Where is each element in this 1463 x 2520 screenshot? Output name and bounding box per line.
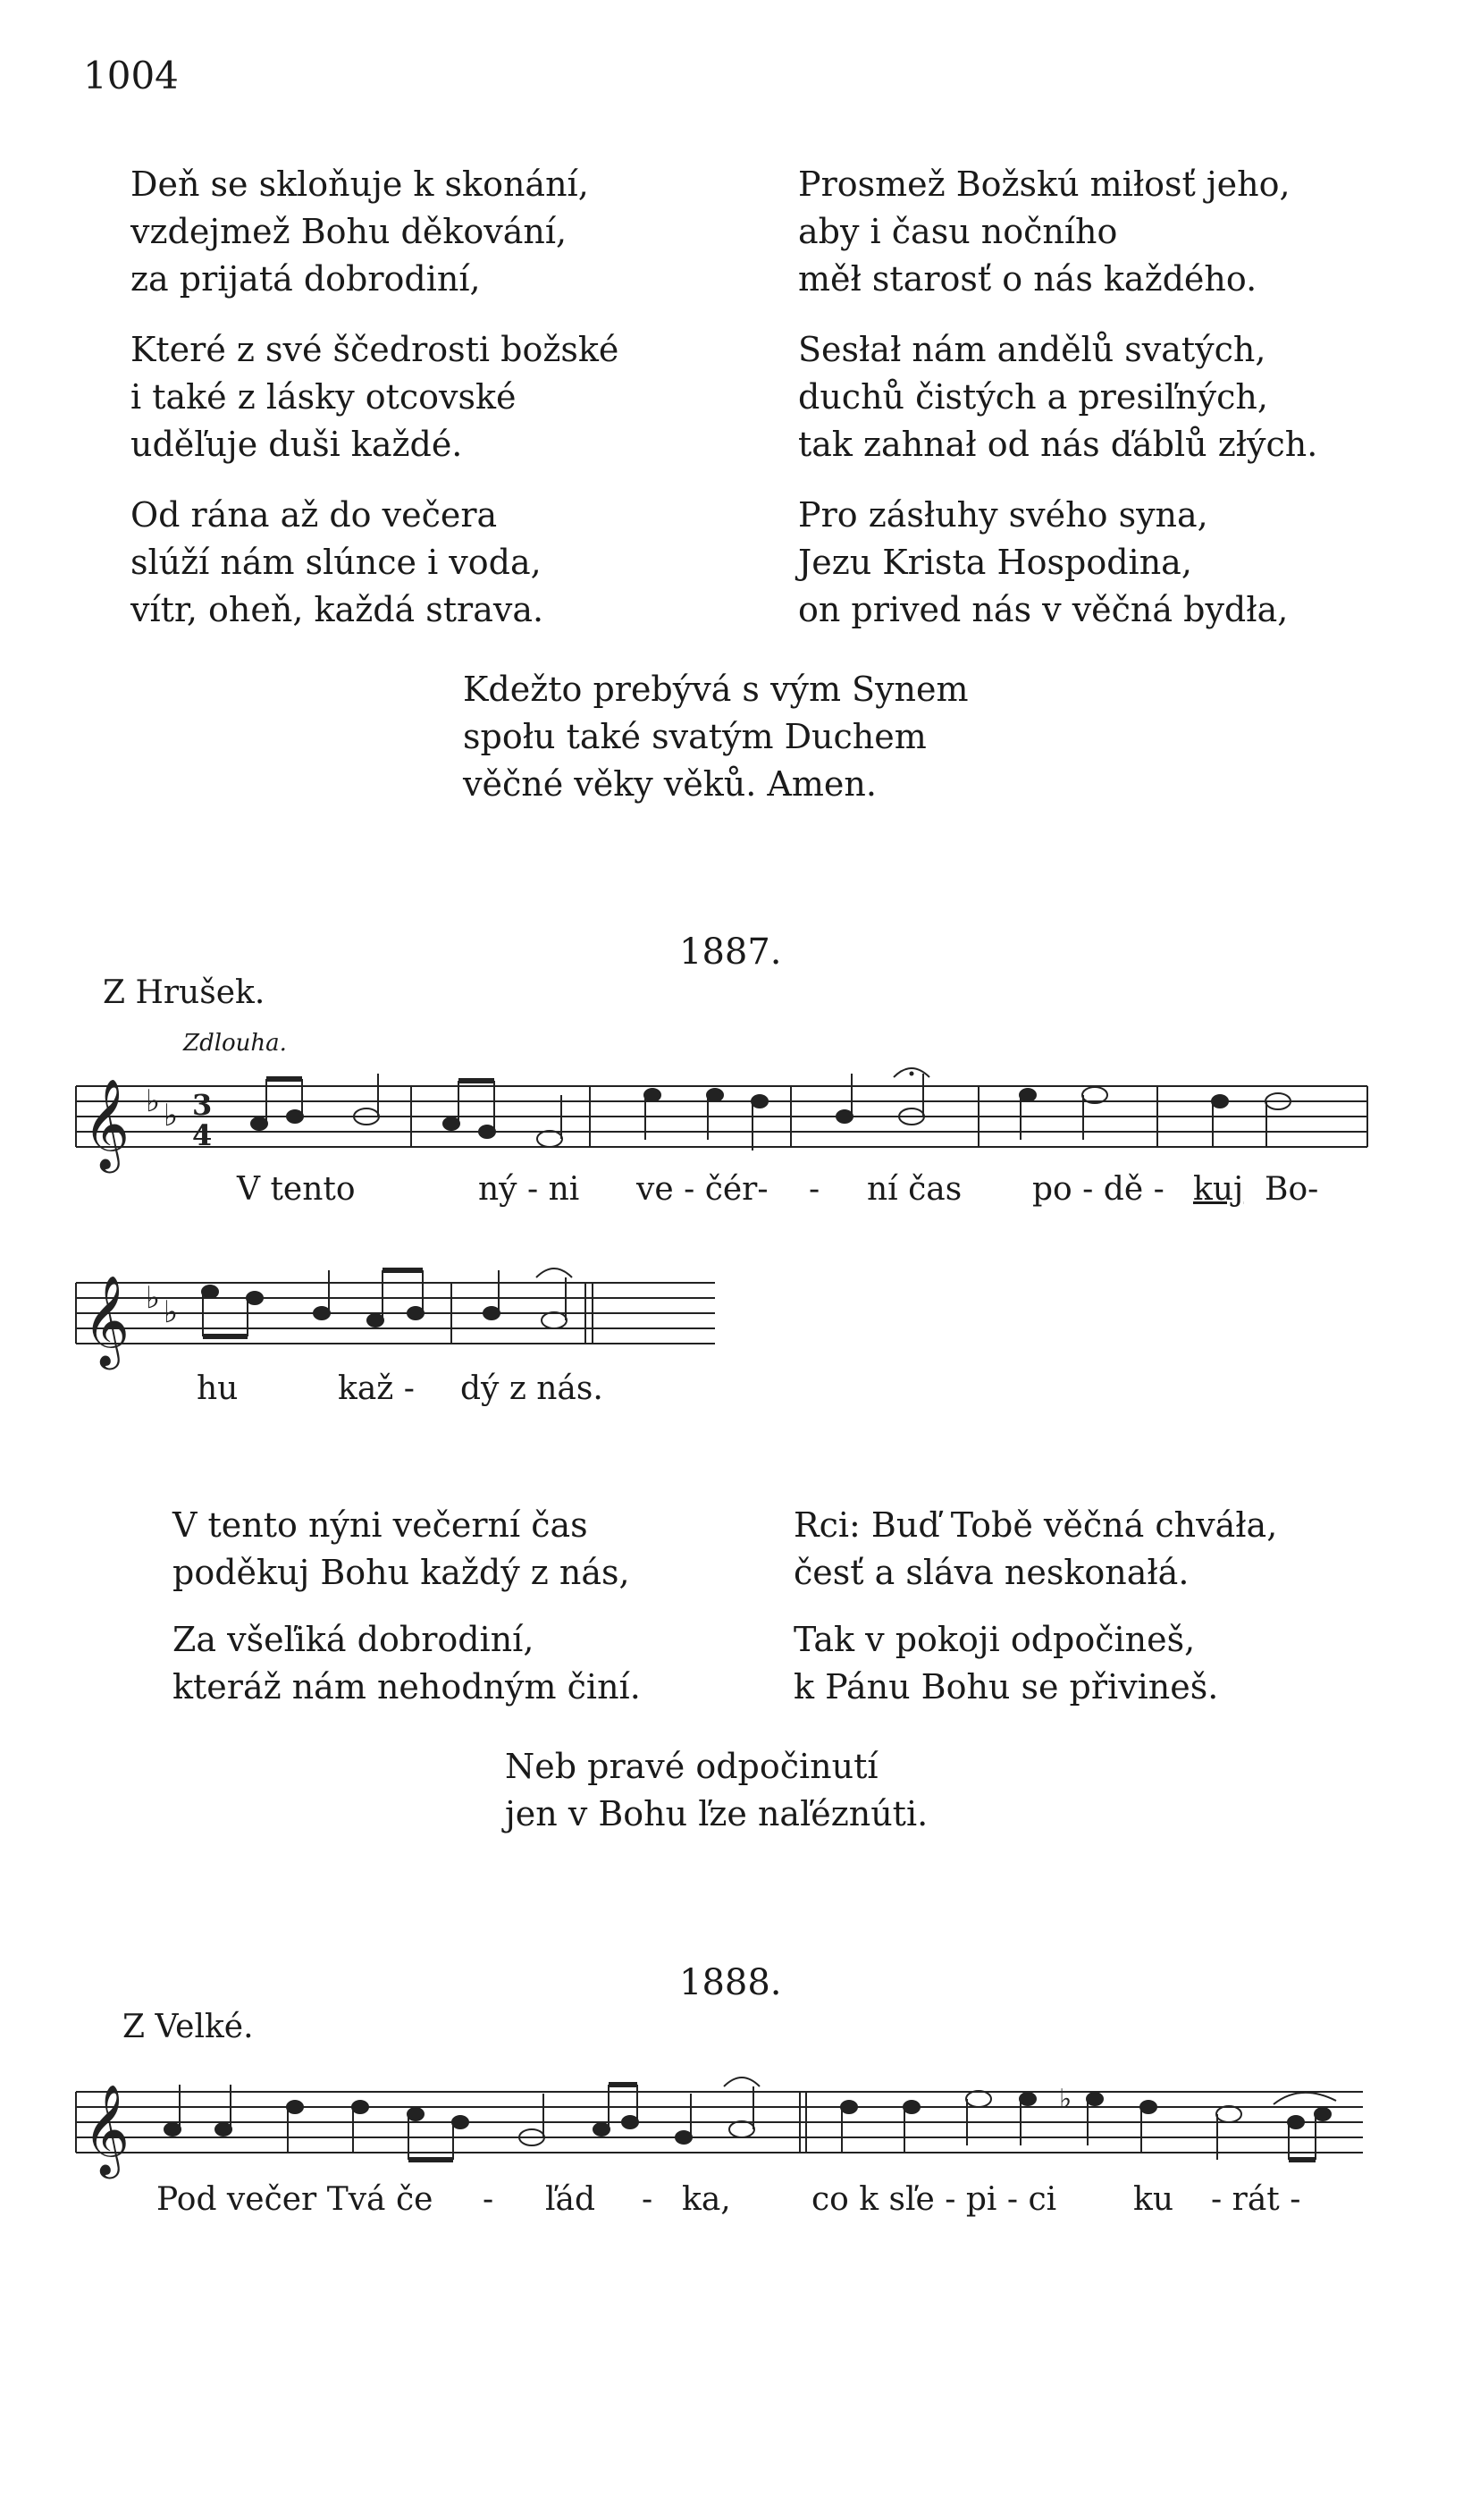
verse-line: Deň se skloňuje k skonání, bbox=[130, 164, 589, 204]
lyric-syllable: co k sľe - pi - ci bbox=[811, 2181, 1057, 2218]
verse-line: Prosmež Božskú miłosť jeho, bbox=[798, 164, 1291, 204]
verse-line: Neb pravé odpočinutí bbox=[505, 1747, 879, 1786]
lyric-syllable: ní čas bbox=[867, 1171, 963, 1208]
verse-line: uděľuje duši každé. bbox=[130, 425, 463, 464]
lyric-syllable: ka, bbox=[682, 2181, 731, 2218]
lyrics-1887-line-2 bbox=[0, 1370, 1463, 1415]
lyric-syllable: - bbox=[809, 1171, 820, 1208]
lyric-syllable: dý z nás. bbox=[460, 1370, 603, 1407]
verse-line: tak zahnał od nás ďáblů złých. bbox=[798, 425, 1318, 464]
song-origin-1888: Z Velké. bbox=[122, 2009, 254, 2045]
verse-1887-final bbox=[505, 1743, 928, 1838]
song-number-1888: 1888. bbox=[679, 1962, 782, 2003]
lyrics-1887-line-1 bbox=[0, 1171, 1463, 1216]
verse-1887-left bbox=[172, 1502, 641, 1711]
fermata-icon bbox=[724, 2078, 760, 2086]
time-signature-bottom: 4 bbox=[192, 1118, 213, 1152]
verse-line: Které z své ščedrosti božské bbox=[130, 330, 619, 369]
lyric-syllable: ku bbox=[1133, 2181, 1173, 2218]
verse-line: Kdežto prebývá s vým Synem bbox=[463, 670, 969, 709]
verse-line: kteráž nám nehodným činí. bbox=[172, 1667, 641, 1707]
verse-line: k Pánu Bohu se přivineš. bbox=[794, 1667, 1219, 1707]
verse-1887-right bbox=[794, 1502, 1277, 1711]
lyric-syllable: kuj bbox=[1193, 1171, 1244, 1208]
verse-line: Sesłał nám andělů svatých, bbox=[798, 330, 1266, 369]
lyric-syllable: ný - ni bbox=[478, 1171, 580, 1208]
lyric-syllable: - rát - bbox=[1211, 2181, 1301, 2218]
flat-icon: ♭ bbox=[164, 1098, 179, 1134]
lyrics-1888-line-1 bbox=[0, 2181, 1463, 2226]
verse-line: V tento nýni večerní čas bbox=[172, 1505, 588, 1545]
lyric-syllable: po - dě - bbox=[1032, 1171, 1165, 1208]
verse-line: Rci: Buď Tobě věčná chváła, bbox=[794, 1505, 1278, 1545]
lyric-syllable: - bbox=[642, 2181, 653, 2218]
page-number: 1004 bbox=[83, 54, 179, 97]
verse-line: społu také svatým Duchem bbox=[463, 717, 927, 756]
verse-line: Od rána až do večera bbox=[130, 495, 498, 535]
verse-1886-right bbox=[798, 161, 1317, 634]
verse-line: aby i času nočního bbox=[798, 212, 1118, 251]
verse-line: duchů čistých a presiľných, bbox=[798, 377, 1268, 417]
tempo-marking: Zdlouha. bbox=[183, 1030, 287, 1057]
lyric-syllable: ve - čér- bbox=[636, 1171, 769, 1208]
time-signature-top: 3 bbox=[192, 1088, 213, 1122]
verse-line: česť a sláva neskonałá. bbox=[794, 1553, 1190, 1592]
song-number-1887: 1887. bbox=[679, 931, 782, 973]
treble-clef-icon: 𝄞 bbox=[83, 1274, 130, 1366]
lyric-syllable: Bo- bbox=[1265, 1171, 1319, 1208]
verse-1886-left bbox=[130, 161, 618, 634]
lyric-syllable: V tento bbox=[237, 1171, 356, 1208]
verse-line: Tak v pokoji odpočineš, bbox=[794, 1620, 1196, 1659]
verse-1886-final bbox=[463, 666, 969, 808]
verse-line: měł starosť o nás každého. bbox=[798, 259, 1257, 299]
song-origin-1887: Z Hrušek. bbox=[103, 974, 265, 1011]
verse-line: Za všeľiká dobrodiní, bbox=[172, 1620, 534, 1659]
verse-line: Jezu Krista Hospodina, bbox=[798, 543, 1192, 582]
verse-line: poděkuj Bohu každý z nás, bbox=[172, 1553, 630, 1592]
slur bbox=[1274, 2093, 1336, 2104]
lyric-syllable: Pod večer Tvá če bbox=[156, 2181, 433, 2218]
verse-line: vzdejmež Bohu děkování, bbox=[130, 212, 568, 251]
flat-icon: ♭ bbox=[146, 1280, 161, 1316]
flat-icon: ♭ bbox=[146, 1083, 161, 1119]
lyric-syllable: kaž - bbox=[338, 1370, 415, 1407]
verse-line: vítr, oheň, každá strava. bbox=[130, 590, 544, 629]
fermata-icon bbox=[536, 1268, 572, 1277]
music-staff-1887-1 bbox=[76, 1068, 1372, 1184]
treble-clef-icon: 𝄞 bbox=[83, 1077, 130, 1169]
verse-line: jen v Bohu ľze naľéznúti. bbox=[505, 1794, 929, 1833]
lyric-syllable: ľád bbox=[545, 2181, 596, 2218]
verse-line: i také z lásky otcovské bbox=[130, 377, 517, 417]
flat-icon: ♭ bbox=[164, 1294, 179, 1330]
verse-line: za prijatá dobrodiní, bbox=[130, 259, 481, 299]
verse-line: věčné věky věků. Amen. bbox=[463, 764, 877, 804]
lyric-syllable: hu bbox=[197, 1370, 239, 1407]
verse-line: Pro zásłuhy svého syna, bbox=[798, 495, 1208, 535]
flat-icon: ♭ bbox=[1059, 2084, 1072, 2115]
lyric-syllable: - bbox=[483, 2181, 494, 2218]
treble-clef-icon: 𝄞 bbox=[83, 2083, 130, 2175]
music-staff-1887-2 bbox=[76, 1265, 719, 1381]
music-staff-1888-1 bbox=[76, 2074, 1372, 2190]
verse-line: slúží nám slúnce i voda, bbox=[130, 543, 542, 582]
verse-line: on prived nás v věčná bydła, bbox=[798, 590, 1289, 629]
